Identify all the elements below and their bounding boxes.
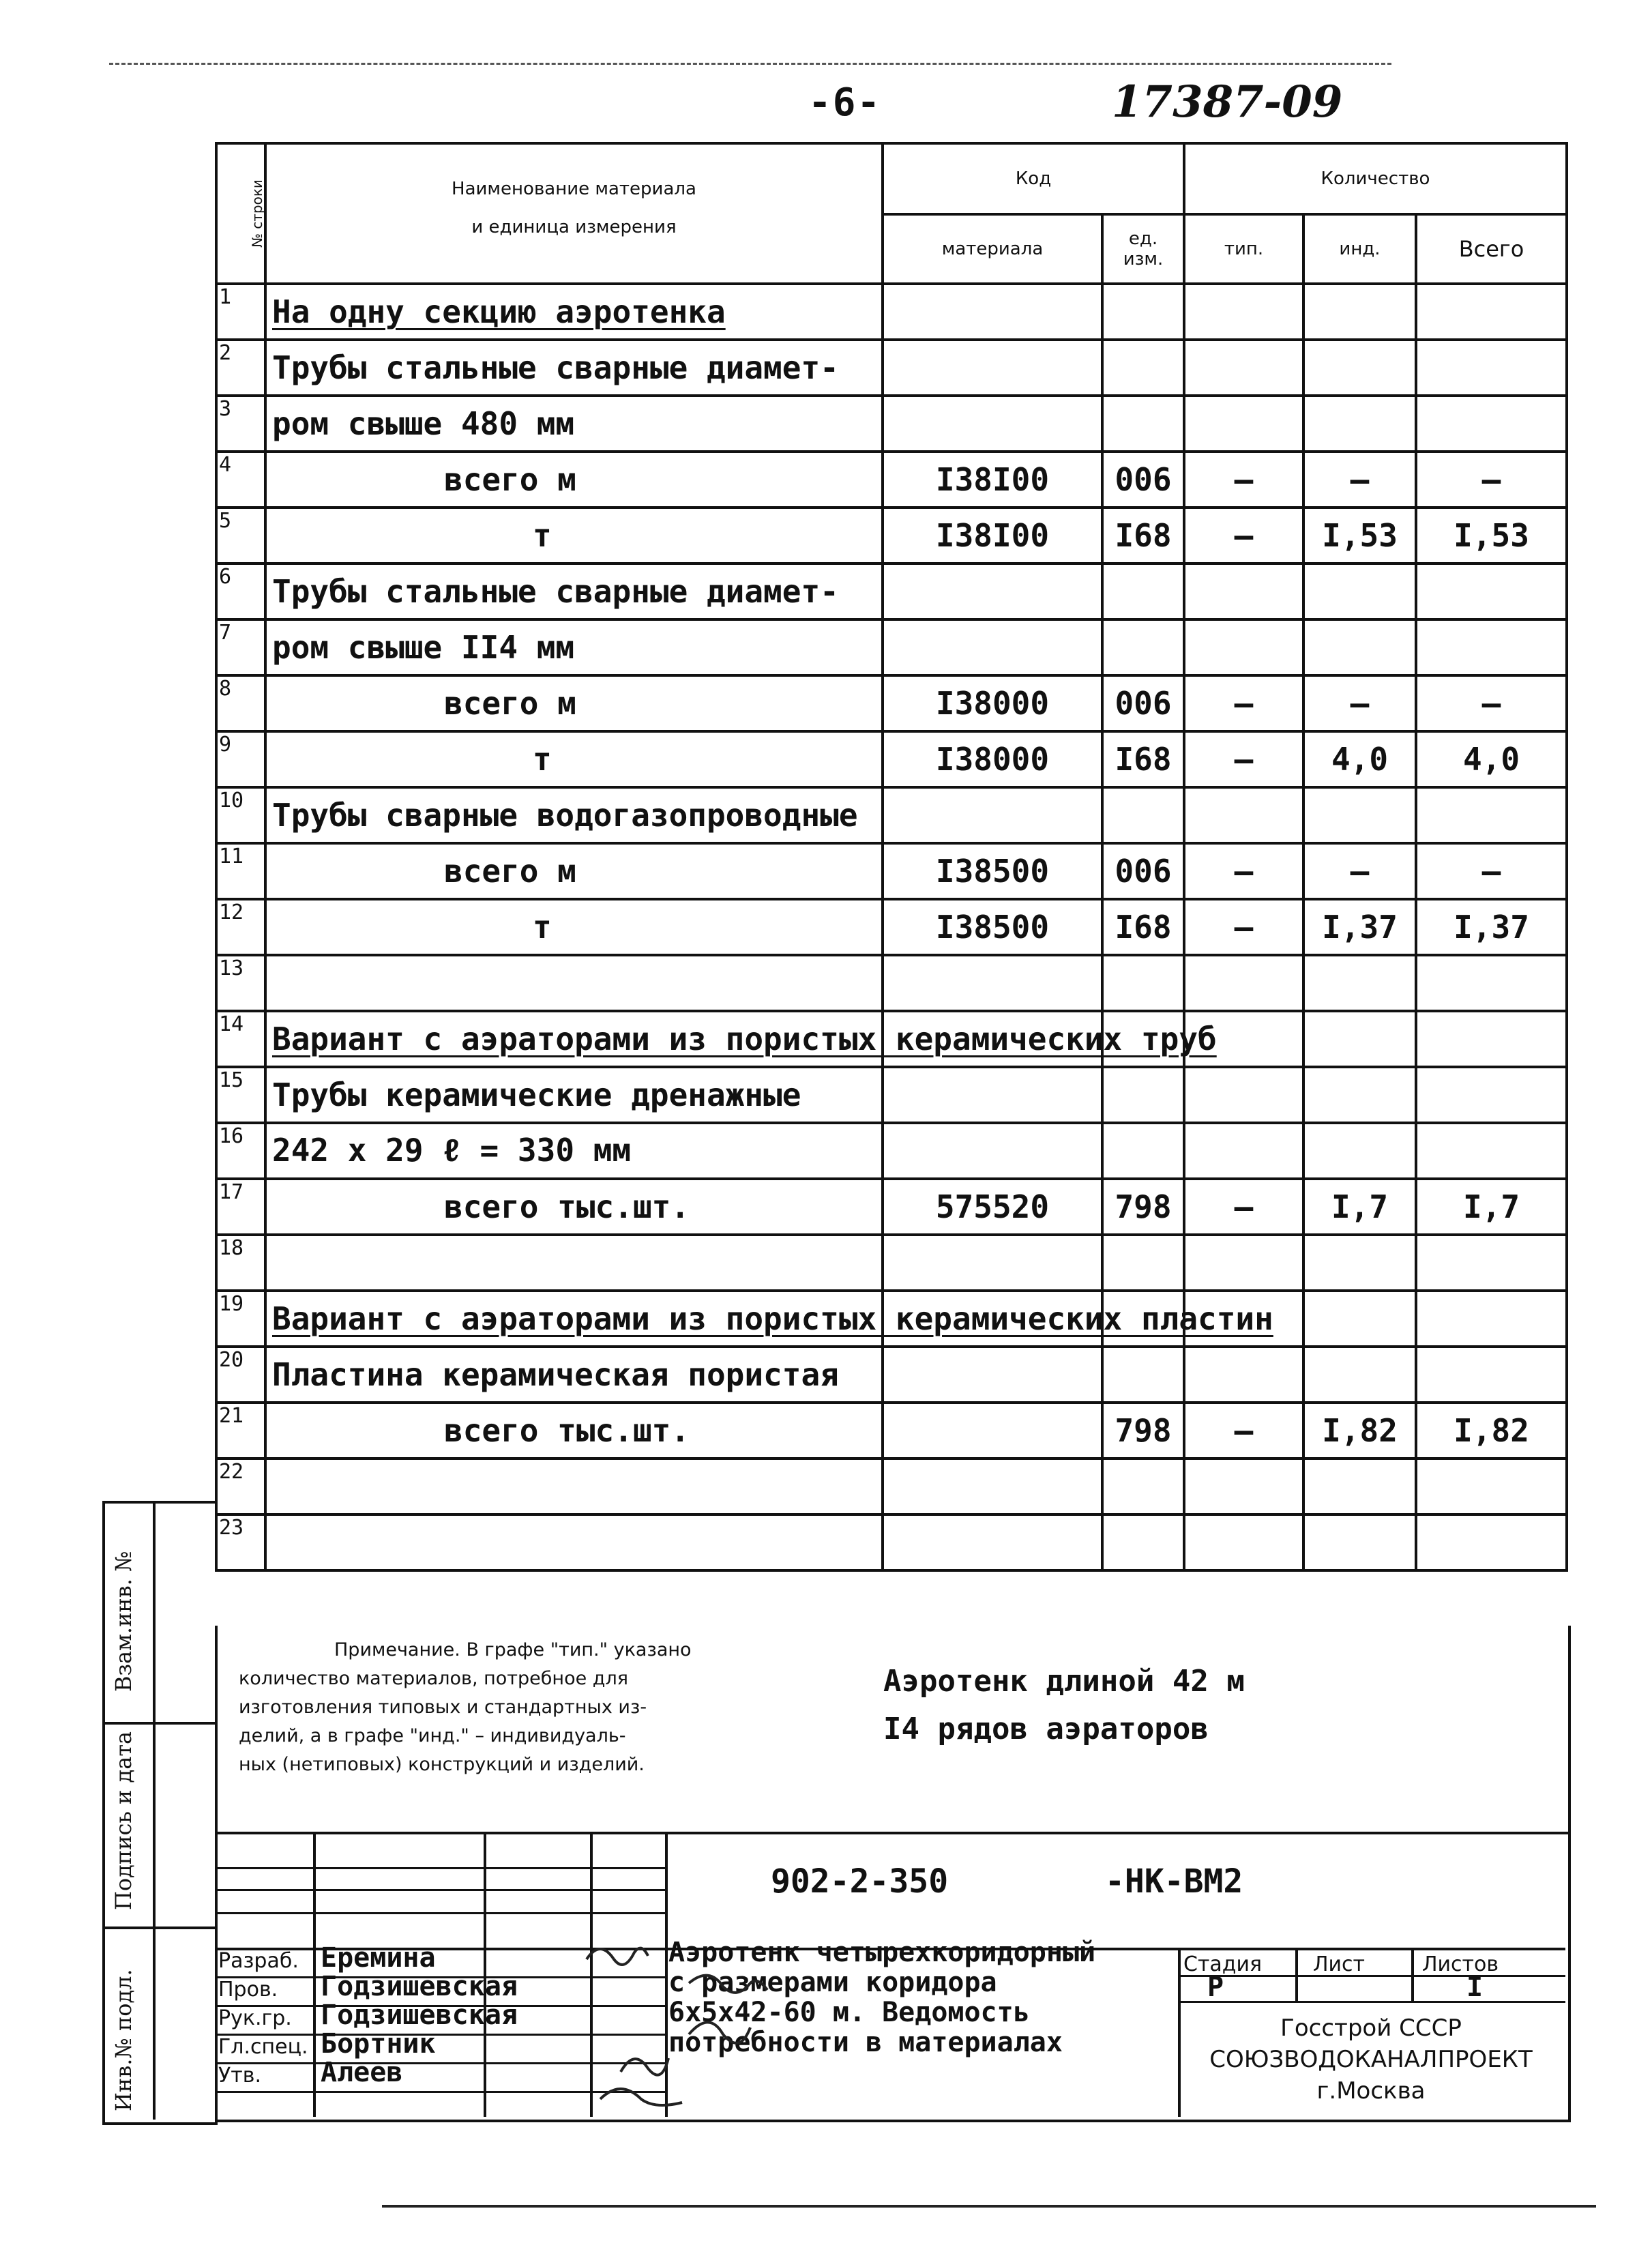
table-row: [216, 1067, 1567, 1123]
material-code: [883, 955, 1102, 1011]
table-row: [216, 675, 1567, 731]
qty-ind: [1303, 1459, 1416, 1514]
header-quantity: Количество: [1184, 143, 1567, 214]
material-code: I38I00: [883, 508, 1102, 563]
qty-typ: –: [1184, 843, 1303, 899]
qty-typ: [1184, 787, 1303, 843]
unit-code: [1102, 1347, 1184, 1403]
row-number: 3: [216, 396, 265, 452]
qty-ind: [1303, 340, 1416, 396]
qty-total: [1416, 955, 1567, 1011]
margin-inv: Инв.№ подл.: [110, 1969, 136, 2111]
unit-code: [1102, 1123, 1184, 1179]
stamp-person-name: Бортник: [321, 2028, 436, 2060]
qty-ind: [1303, 563, 1416, 619]
qty-ind: [1303, 955, 1416, 1011]
qty-ind: –: [1303, 452, 1416, 508]
material-name: всего м: [265, 452, 883, 508]
stage-label: Стадия: [1183, 1952, 1263, 1976]
qty-total: [1416, 563, 1567, 619]
table-row: [216, 899, 1567, 955]
qty-ind: –: [1303, 675, 1416, 731]
qty-typ: [1184, 284, 1303, 340]
qty-total: [1416, 1514, 1567, 1570]
qty-typ: [1184, 563, 1303, 619]
table-row: [216, 1011, 1567, 1067]
material-name: На одну секцию аэротенка: [265, 284, 883, 340]
stamp-person-name: Годзишевская: [321, 1971, 518, 2002]
qty-total: I,53: [1416, 508, 1567, 563]
note-line: делий, а в графе "инд." – индивидуаль-: [239, 1725, 626, 1746]
designation-code: 902-2-350: [771, 1862, 949, 1901]
material-code: [883, 1123, 1102, 1179]
qty-typ: [1184, 1459, 1303, 1514]
table-row: [216, 284, 1567, 340]
unit-code: [1102, 340, 1184, 396]
material-code: [883, 396, 1102, 452]
row-number: 2: [216, 340, 265, 396]
stamp-person-name: Еремина: [321, 1942, 436, 1974]
document-number: 17387-09: [1112, 76, 1343, 128]
qty-ind: [1303, 396, 1416, 452]
header-typ: тип.: [1184, 214, 1303, 284]
material-code: [883, 340, 1102, 396]
table-row: [216, 1459, 1567, 1514]
qty-typ: [1184, 396, 1303, 452]
materials-table: [215, 142, 1568, 1572]
material-name: всего м: [265, 675, 883, 731]
qty-total: 4,0: [1416, 731, 1567, 787]
material-name: Пластина керамическая пористая: [265, 1347, 883, 1403]
table-row: [216, 1514, 1567, 1570]
qty-total: –: [1416, 675, 1567, 731]
qty-ind: [1303, 1067, 1416, 1123]
material-name: Трубы сварные водогазопроводные: [265, 787, 883, 843]
header-total: Всего: [1416, 214, 1567, 284]
unit-code: I68: [1102, 508, 1184, 563]
qty-ind: I,53: [1303, 508, 1416, 563]
row-number: 22: [216, 1459, 265, 1514]
qty-total: I,37: [1416, 899, 1567, 955]
stamp-role: Утв.: [218, 2064, 261, 2087]
table-row: [216, 787, 1567, 843]
material-name: 242 х 29 ℓ = 330 мм: [265, 1123, 883, 1179]
note: [239, 1636, 839, 1779]
header-row-number: № строки: [216, 143, 265, 284]
unit-code: [1102, 955, 1184, 1011]
row-number: 16: [216, 1123, 265, 1179]
table-row: [216, 396, 1567, 452]
note-line: изготовления типовых и стандартных из-: [239, 1697, 647, 1718]
qty-typ: –: [1184, 1403, 1303, 1459]
row-number: 1: [216, 284, 265, 340]
table-row: [216, 1235, 1567, 1291]
stage-value: Р: [1207, 1972, 1224, 2003]
qty-typ: –: [1184, 508, 1303, 563]
material-code: 575520: [883, 1179, 1102, 1235]
qty-total: [1416, 1067, 1567, 1123]
row-number: 13: [216, 955, 265, 1011]
row-number: 23: [216, 1514, 265, 1570]
qty-typ: [1184, 1347, 1303, 1403]
qty-ind: [1303, 619, 1416, 675]
material-name: всего тыс.шт.: [265, 1179, 883, 1235]
material-name: Вариант с аэраторами из пористых керамических пластин: [265, 1291, 883, 1347]
qty-total: –: [1416, 452, 1567, 508]
material-code: [883, 619, 1102, 675]
unit-code: [1102, 1235, 1184, 1291]
material-code: [883, 1459, 1102, 1514]
material-code: [883, 1514, 1102, 1570]
qty-typ: –: [1184, 1179, 1303, 1235]
material-code: I38000: [883, 675, 1102, 731]
material-name: всего тыс.шт.: [265, 1403, 883, 1459]
qty-ind: [1303, 1011, 1416, 1067]
material-code: I38500: [883, 843, 1102, 899]
table-row: [216, 619, 1567, 675]
row-number: 12: [216, 899, 265, 955]
aerotank-caption: [883, 1658, 1245, 1753]
unit-code: I68: [1102, 731, 1184, 787]
material-name: т: [265, 731, 883, 787]
qty-typ: [1184, 619, 1303, 675]
table-row: [216, 563, 1567, 619]
note-title: Примечание. В графе "тип." указано: [334, 1639, 692, 1660]
material-name: т: [265, 899, 883, 955]
qty-ind: –: [1303, 843, 1416, 899]
row-number: 7: [216, 619, 265, 675]
qty-total: [1416, 1291, 1567, 1347]
row-number: 21: [216, 1403, 265, 1459]
unit-code: [1102, 1459, 1184, 1514]
margin-vzam: Взам.инв. №: [110, 1551, 136, 1692]
org-line2: СОЮЗВОДОКАНАЛПРОЕКТ: [1209, 2046, 1533, 2073]
row-number: 18: [216, 1235, 265, 1291]
stamp-person-name: Алеев: [321, 2057, 403, 2088]
note-line: ных (нетиповых) конструкций и изделий.: [239, 1754, 645, 1775]
table-row: [216, 1403, 1567, 1459]
qty-typ: [1184, 1514, 1303, 1570]
title-line: потребности в материалах: [668, 2027, 1063, 2058]
material-name: [265, 1514, 883, 1570]
unit-code: [1102, 396, 1184, 452]
qty-typ: –: [1184, 731, 1303, 787]
qty-total: [1416, 1011, 1567, 1067]
unit-code: [1102, 1514, 1184, 1570]
material-name: Трубы керамические дренажные: [265, 1067, 883, 1123]
unit-code: [1102, 619, 1184, 675]
row-number: 11: [216, 843, 265, 899]
table-row: [216, 1179, 1567, 1235]
row-number: 19: [216, 1291, 265, 1347]
qty-total: [1416, 1459, 1567, 1514]
sheets-label: Листов: [1422, 1952, 1499, 1976]
designation-suffix: -НК-ВМ2: [1105, 1862, 1243, 1901]
row-number: 17: [216, 1179, 265, 1235]
qty-total: [1416, 1123, 1567, 1179]
qty-total: I,82: [1416, 1403, 1567, 1459]
title-line: 6х5х42-60 м. Ведомость: [668, 1997, 1030, 2028]
material-name: [265, 1235, 883, 1291]
material-name: ром свыше II4 мм: [265, 619, 883, 675]
material-code: I38000: [883, 731, 1102, 787]
qty-ind: 4,0: [1303, 731, 1416, 787]
qty-total: [1416, 396, 1567, 452]
material-code: [883, 787, 1102, 843]
header-unit: ед. изм.: [1102, 214, 1184, 284]
material-name: [265, 1459, 883, 1514]
material-name: ром свыше 480 мм: [265, 396, 883, 452]
header-code: Код: [883, 143, 1184, 214]
bottom-rule: [382, 2205, 1596, 2208]
material-code: [883, 284, 1102, 340]
qty-ind: I,37: [1303, 899, 1416, 955]
material-name: [265, 955, 883, 1011]
qty-total: [1416, 619, 1567, 675]
unit-code: [1102, 563, 1184, 619]
table-row: [216, 731, 1567, 787]
material-name: т: [265, 508, 883, 563]
qty-ind: [1303, 1347, 1416, 1403]
material-code: [883, 1067, 1102, 1123]
table-row: [216, 843, 1567, 899]
table-row: [216, 1123, 1567, 1179]
material-code: [883, 1347, 1102, 1403]
org-line3: г.Москва: [1316, 2077, 1426, 2105]
material-code: [883, 563, 1102, 619]
qty-total: I,7: [1416, 1179, 1567, 1235]
header-material: материала: [883, 214, 1102, 284]
qty-ind: [1303, 1291, 1416, 1347]
material-name: всего м: [265, 843, 883, 899]
unit-code: [1102, 1067, 1184, 1123]
unit-code: 006: [1102, 675, 1184, 731]
row-number: 20: [216, 1347, 265, 1403]
row-number: 15: [216, 1067, 265, 1123]
row-number: 10: [216, 787, 265, 843]
qty-total: [1416, 787, 1567, 843]
qty-ind: [1303, 1123, 1416, 1179]
header-ind: инд.: [1303, 214, 1416, 284]
material-code: [883, 1403, 1102, 1459]
table-row: [216, 452, 1567, 508]
qty-total: [1416, 1347, 1567, 1403]
row-number: 6: [216, 563, 265, 619]
qty-ind: I,7: [1303, 1179, 1416, 1235]
stamp-role: Рук.гр.: [218, 2006, 292, 2030]
aerotank-line2: I4 рядов аэраторов: [883, 1712, 1209, 1746]
row-number: 9: [216, 731, 265, 787]
stamp-role: Разраб.: [218, 1949, 299, 1973]
unit-code: I68: [1102, 899, 1184, 955]
material-name: Трубы стальные сварные диамет-: [265, 563, 883, 619]
material-name: Вариант с аэраторами из пористых керамических труб: [265, 1011, 883, 1067]
qty-typ: –: [1184, 899, 1303, 955]
signatures: [580, 1932, 1057, 2116]
row-number: 8: [216, 675, 265, 731]
table-row: [216, 1291, 1567, 1347]
qty-total: –: [1416, 843, 1567, 899]
stamp-person-name: Годзишевская: [321, 1999, 518, 2031]
title-line: с размерами коридора: [668, 1967, 997, 1998]
stamp-role: Гл.спец.: [218, 2035, 308, 2059]
unit-code: 006: [1102, 452, 1184, 508]
top-dashed-rule: [109, 63, 1391, 65]
qty-typ: [1184, 955, 1303, 1011]
qty-ind: [1303, 787, 1416, 843]
qty-typ: –: [1184, 452, 1303, 508]
row-number: 5: [216, 508, 265, 563]
qty-ind: [1303, 284, 1416, 340]
table-row: [216, 508, 1567, 563]
material-name: Трубы стальные сварные диамет-: [265, 340, 883, 396]
table-row: [216, 1347, 1567, 1403]
row-number: 14: [216, 1011, 265, 1067]
qty-typ: –: [1184, 675, 1303, 731]
margin-podpis: Подпись и дата: [110, 1731, 136, 1910]
qty-ind: [1303, 1235, 1416, 1291]
sheet-label: Лист: [1313, 1952, 1366, 1976]
material-code: I38I00: [883, 452, 1102, 508]
qty-total: [1416, 284, 1567, 340]
table-row: [216, 340, 1567, 396]
qty-typ: [1184, 340, 1303, 396]
aerotank-line1: Аэротенк длиной 42 м: [883, 1664, 1245, 1699]
table-row: [216, 955, 1567, 1011]
note-line: количество материалов, потребное для: [239, 1668, 628, 1689]
sheets-value: I: [1466, 1972, 1484, 2003]
unit-code: 006: [1102, 843, 1184, 899]
stamp-role: Пров.: [218, 1978, 278, 2002]
qty-typ: [1184, 1123, 1303, 1179]
page-number: -6-: [808, 80, 882, 125]
unit-code: 798: [1102, 1179, 1184, 1235]
unit-code: 798: [1102, 1403, 1184, 1459]
qty-typ: [1184, 1067, 1303, 1123]
qty-typ: [1184, 1235, 1303, 1291]
org-line1: Госстрой СССР: [1280, 2015, 1462, 2042]
qty-total: [1416, 1235, 1567, 1291]
unit-code: [1102, 787, 1184, 843]
qty-ind: [1303, 1514, 1416, 1570]
qty-ind: I,82: [1303, 1403, 1416, 1459]
qty-total: [1416, 340, 1567, 396]
header-name: Наименование материала и единица измерения: [265, 143, 883, 284]
organization: [1173, 2012, 1569, 2107]
unit-code: [1102, 284, 1184, 340]
row-number: 4: [216, 452, 265, 508]
material-code: I38500: [883, 899, 1102, 955]
title-line: Аэротенк четырехкоридорный: [668, 1937, 1096, 1968]
material-code: [883, 1235, 1102, 1291]
